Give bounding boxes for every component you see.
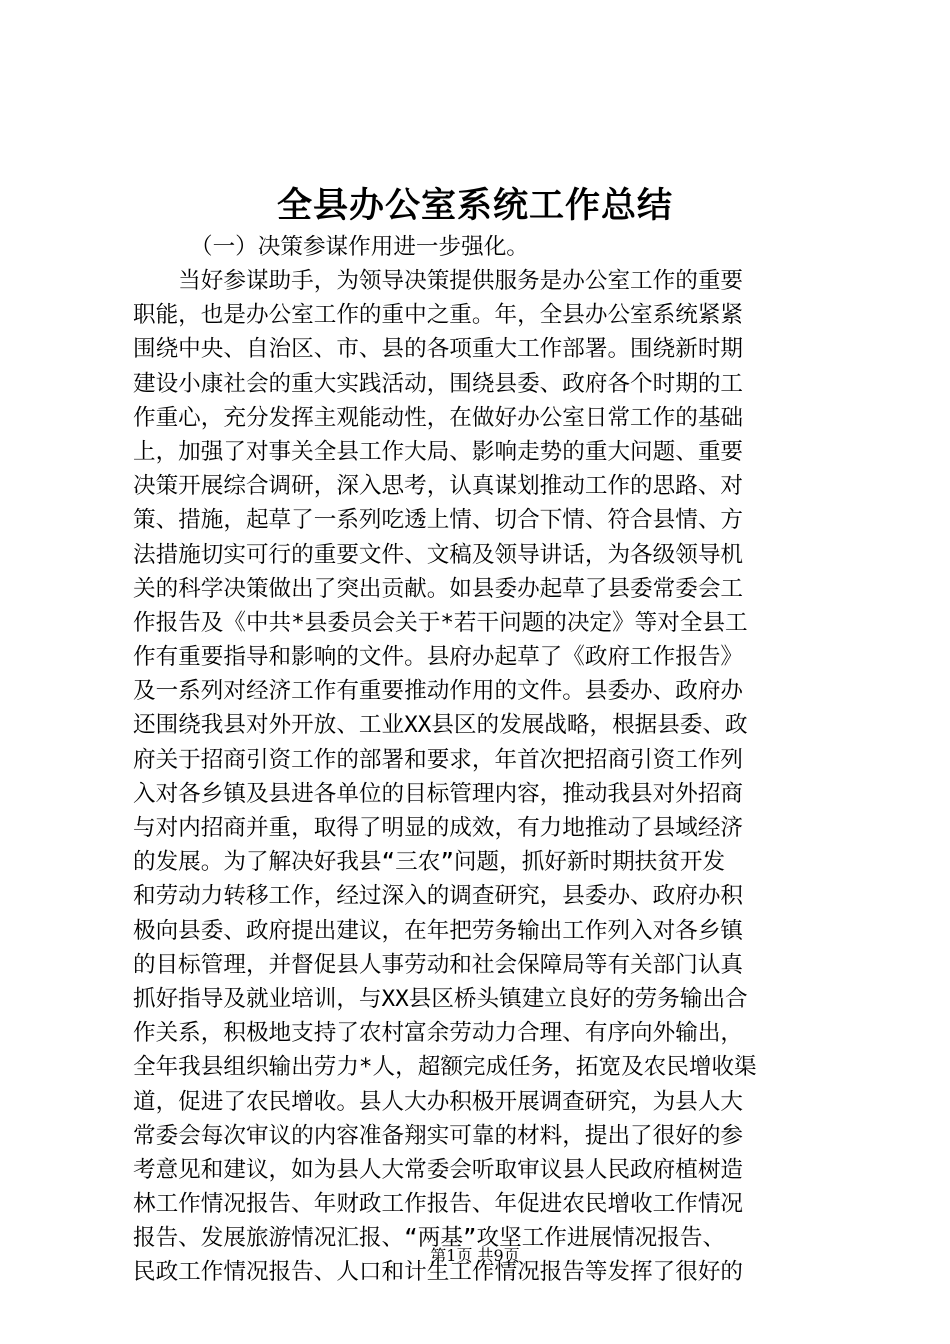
paragraph-line: 作关系，积极地支持了农村富余劳动力合理、有序向外输出， (133, 1020, 744, 1047)
paragraph-line: 全年我县组织输出劳力*人，超额完成任务，拓宽及农民增收渠 (133, 1054, 757, 1081)
body-paragraph (133, 264, 833, 1290)
paragraph-line: 的发展。为了解决好我县“三农”问题，抓好新时期扶贫开发 (133, 849, 726, 876)
section-heading: （一）决策参谋作用进一步强化。 (190, 234, 529, 260)
paragraph-line: 职能，也是办公室工作的重中之重。年，全县办公室系统紧紧 (133, 302, 744, 329)
paragraph-line: 作报告及《中共*县委员会关于*若干问题的决定》等对全县工 (133, 609, 748, 636)
paragraph-line: 考意见和建议，如为县人大常委会听取审议县人民政府植树造 (133, 1156, 744, 1183)
paragraph-line: 作重心，充分发挥主观能动性，在做好办公室日常工作的基础 (133, 404, 744, 431)
paragraph-line: 的目标管理，并督促县人事劳动和社会保障局等有关部门认真 (133, 951, 744, 978)
paragraph-line: 决策开展综合调研，深入思考，认真谋划推动工作的思路、对 (133, 473, 744, 500)
paragraph-line: 和劳动力转移工作，经过深入的调查研究，县委办、政府办积 (133, 883, 744, 910)
paragraph-line: 林工作情况报告、年财政工作报告、年促进农民增收工作情况 (133, 1191, 744, 1218)
paragraph-line: 作有重要指导和影响的文件。县府办起草了《政府工作报告》 (133, 644, 744, 671)
paragraph-line: 道，促进了农民增收。县人大办积极开展调查研究，为县人大 (133, 1088, 744, 1115)
paragraph-line: 法措施切实可行的重要文件、文稿及领导讲话，为各级领导机 (133, 541, 744, 568)
paragraph-line: 及一系列对经济工作有重要推动作用的文件。县委办、政府办 (133, 678, 744, 705)
paragraph-line: 上，加强了对事关全县工作大局、影响走势的重大问题、重要 (133, 438, 744, 465)
paragraph-line: 抓好指导及就业培训，与XX县区桥头镇建立良好的劳务输出合 (133, 985, 748, 1012)
paragraph-line: 常委会每次审议的内容准备翔实可靠的材料，提出了很好的参 (133, 1122, 744, 1149)
paragraph-line: 建设小康社会的重大实践活动，围绕县委、政府各个时期的工 (133, 370, 744, 397)
paragraph-line: 府关于招商引资工作的部署和要求，年首次把招商引资工作列 (133, 746, 744, 773)
paragraph-line: 围绕中央、自治区、市、县的各项重大工作部署。围绕新时期 (133, 336, 744, 363)
paragraph-line: 民政工作情况报告、人口和计生工作情况报告等发挥了很好的 (133, 1259, 744, 1286)
paragraph-line: 与对内招商并重，取得了明显的成效，有力地推动了县域经济 (133, 815, 744, 841)
paragraph-line: 入对各乡镇及县进各单位的目标管理内容，推动我县对外招商 (133, 780, 744, 807)
paragraph-line: 关的科学决策做出了突出贡献。如县委办起草了县委常委会工 (133, 575, 744, 602)
paragraph-line: 策、措施，起草了一系列吃透上情、切合下情、符合县情、方 (133, 507, 744, 534)
document-title: 全县办公室系统工作总结 (276, 185, 673, 226)
paragraph-line: 还围绕我县对外开放、工业XX县区的发展战略，根据县委、政 (133, 712, 748, 739)
paragraph-line: 当好参谋助手，为领导决策提供服务是办公室工作的重要 (133, 268, 744, 294)
page-footer: 第1页 共9页 (430, 1246, 520, 1265)
paragraph-line: 极向县委、政府提出建议，在年把劳务输出工作列入对各乡镇 (133, 917, 744, 944)
paragraph-line: 报告、发展旅游情况汇报、“两基”攻坚工作进展情况报告、 (133, 1225, 726, 1252)
